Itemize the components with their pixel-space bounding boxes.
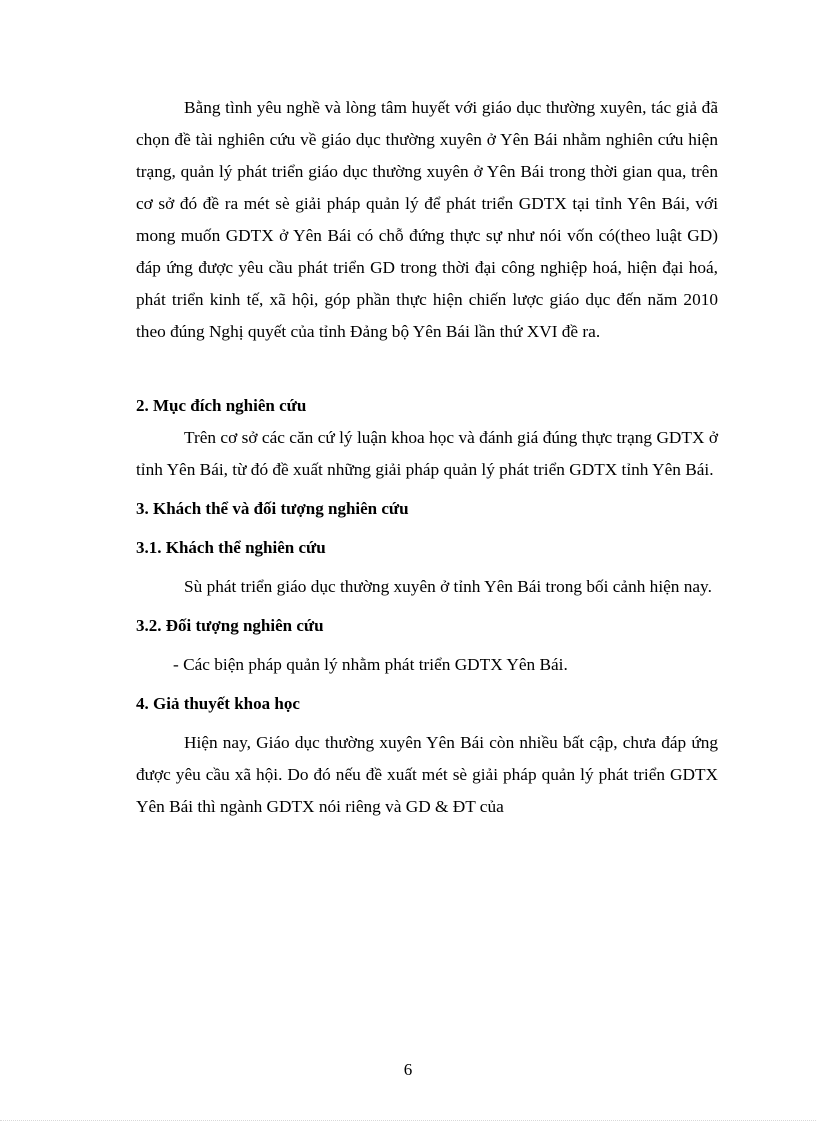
heading-hypothesis: 4. Giả thuyết khoa học: [136, 694, 300, 713]
heading-purpose: 2. Mục đích nghiên cứu: [136, 396, 307, 415]
heading-research-object: 3.1. Khách thể nghiên cứu: [136, 538, 326, 557]
research-subject-item: - Các biện pháp quản lý nhằm phát triển GDTX Yên Bái.: [173, 655, 568, 674]
section-spacer: [136, 564, 718, 571]
heading-object-subject: 3. Khách thể và đối tượng nghiên cứu: [136, 499, 409, 518]
section-spacer: [136, 681, 718, 688]
research-object-paragraph: Sù phát triển giáo dục thường xuyên ở tỉnh Yên Bái trong bối cảnh hiện nay.: [184, 577, 712, 596]
page-content: [136, 92, 718, 823]
page-number: 6: [403, 1060, 413, 1079]
heading-research-subject: 3.2. Đối tượng nghiên cứu: [136, 616, 324, 635]
section-spacer: [136, 720, 718, 727]
intro-paragraph: Bằng tình yêu nghề và lòng tâm huyết với giáo dục thường xuyên, tác giả đã chọn đề tài nghiên cứu về giáo dục thường xuyên ở Yên Bái nhằm nghiên cứu hiện trạng, quản lý phát triển giáo dục thường xuyên ở Yên Bái trong thời gian qua, trên cơ sở đó đề ra mét sè giải pháp quản lý để phát triển GDTX tại tỉnh Yên Bái, với mong muốn GDTX ở Yên Bái có chỗ đứng thực sự như nói vốn có(theo luật GD) đáp ứng được yêu cầu phát triển GD trong thời đại công nghiệp hoá, hiện đại hoá, phát triển kinh tế, xã hội, góp phần thực hiện chiến lược giáo dục đến năm 2010 theo đúng Nghị quyết của tỉnh Đảng bộ Yên Bái lần thứ XVI đề ra.: [136, 98, 718, 341]
section-spacer: [136, 603, 718, 610]
hypothesis-paragraph: Hiện nay, Giáo dục thường xuyên Yên Bái còn nhiều bất cập, chưa đáp ứng được yêu cầu xã hội. Do đó nếu đề xuất mét sè giải pháp quản lý phát triển GDTX Yên Bái thì ngành GDTX nói riêng và GD & ĐT của: [136, 733, 718, 816]
section-spacer: [136, 642, 718, 649]
section-spacer: [136, 525, 718, 532]
purpose-paragraph: Trên cơ sở các căn cứ lý luận khoa học và đánh giá đúng thực trạng GDTX ở tỉnh Yên Bái, từ đó đề xuất những giải pháp quản lý phát triển GDTX tỉnh Yên Bái.: [136, 428, 718, 479]
section-spacer: [136, 348, 718, 390]
section-spacer: [136, 486, 718, 493]
page-edge-divider: [0, 1120, 816, 1121]
